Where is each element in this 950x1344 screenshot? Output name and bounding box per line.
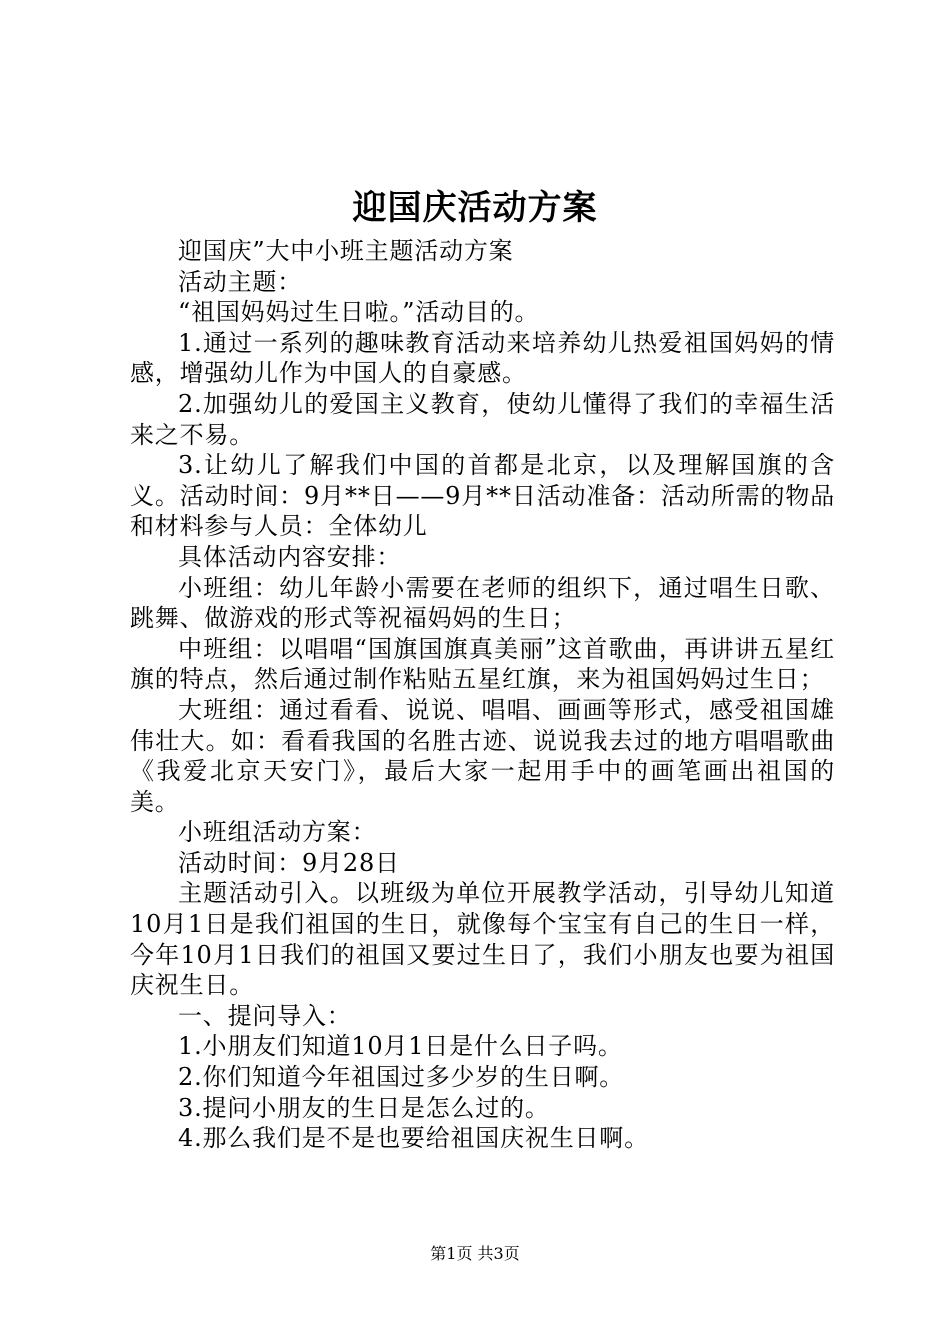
paragraph: 小班组：幼儿年龄小需要在老师的组织下，通过唱生日歌、跳舞、做游戏的形式等祝福妈妈的生日； (130, 573, 835, 633)
paragraph: 中班组：以唱唱“国旗国旗真美丽”这首歌曲，再讲讲五星红旗的特点，然后通过制作粘贴五星红旗，来为祖国妈妈过生日； (130, 634, 835, 694)
paragraph: 3.让幼儿了解我们中国的首都是北京，以及理解国旗的含义。活动时间：9月**日——9月**日活动准备：活动所需的物品和材料参与人员：全体幼儿 (130, 451, 835, 541)
paragraph: 1.通过一系列的趣味教育活动来培养幼儿热爱祖国妈妈的情感，增强幼儿作为中国人的自豪感。 (130, 328, 835, 388)
document-body (130, 236, 835, 1154)
paragraph: 主题活动引入。以班级为单位开展教学活动，引导幼儿知道10月1日是我们祖国的生日，就像每个宝宝有自己的生日一样，今年10月1日我们的祖国又要过生日了，我们小朋友也要为祖国庆祝生日。 (130, 879, 835, 1000)
paragraph: 活动时间：9月28日 (178, 848, 400, 877)
document-title: 迎国庆活动方案 (352, 188, 598, 228)
paragraph: 小班组活动方案： (178, 818, 377, 847)
paragraph: 2.你们知道今年祖国过多少岁的生日啊。 (178, 1063, 625, 1092)
paragraph: 大班组：通过看看、说说、唱唱、画画等形式，感受祖国雄伟壮大。如：看看我国的名胜古迹、说说我去过的地方唱唱歌曲《我爱北京天安门》，最后大家一起用手中的画笔画出祖国的美。 (130, 695, 835, 816)
paragraph: 4.那么我们是不是也要给祖国庆祝生日啊。 (178, 1124, 649, 1153)
paragraph: 3.提问小朋友的生日是怎么过的。 (178, 1093, 550, 1122)
paragraph: 2.加强幼儿的爱国主义教育，使幼儿懂得了我们的幸福生活来之不易。 (130, 389, 835, 449)
paragraph: 活动主题： (178, 267, 302, 296)
paragraph: 迎国庆”大中小班主题活动方案 (178, 237, 514, 265)
paragraph: “祖国妈妈过生日啦。”活动目的。 (178, 298, 540, 327)
paragraph: 一、提问导入： (178, 1001, 352, 1030)
page-footer: 第1页 共3页 (430, 1244, 520, 1263)
paragraph: 具体活动内容安排： (178, 542, 402, 571)
paragraph: 1.小朋友们知道10月1日是什么日子吗。 (178, 1032, 623, 1061)
